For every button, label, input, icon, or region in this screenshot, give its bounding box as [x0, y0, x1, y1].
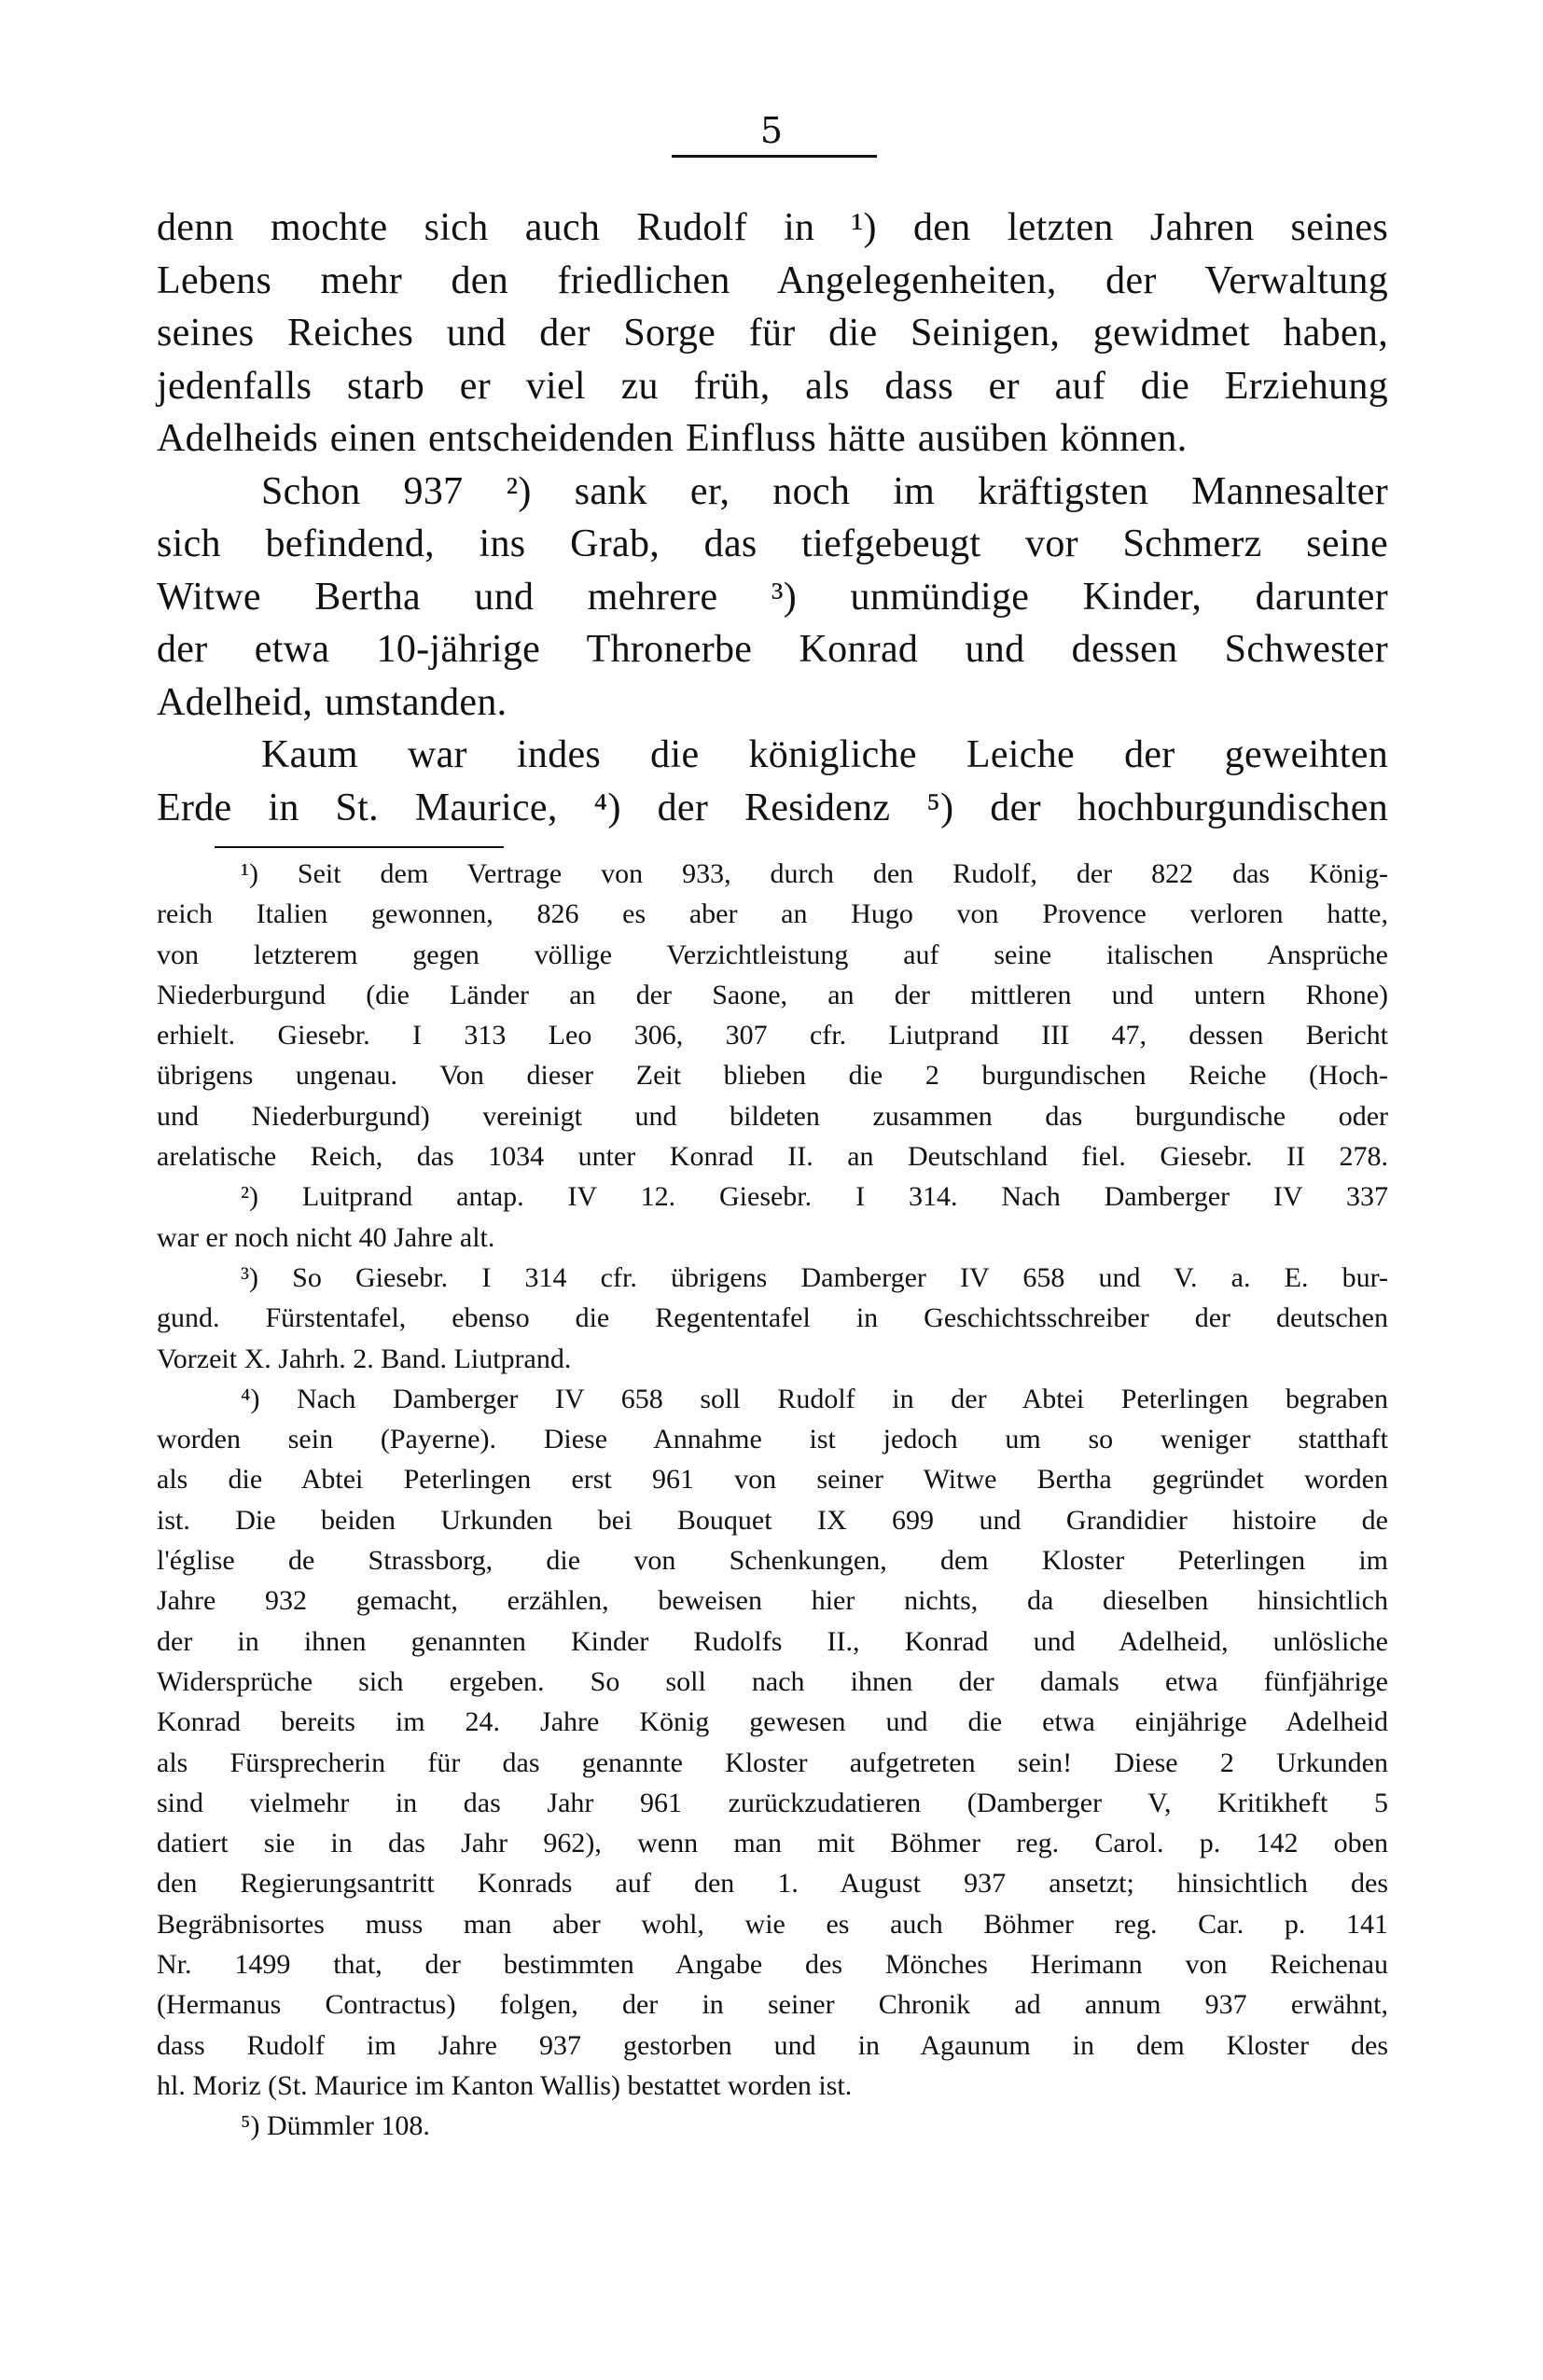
text-line: Adelheids einen entscheidenden Einfluss hätte ausüben können. [157, 417, 1188, 460]
text-line: sich befindend, ins Grab, das tiefgebeugt vor Schmerz seine [157, 522, 1388, 565]
footnote-line: ²) Luitprand antap. IV 12. Giesebr. I 314. Nach Damberger IV 337 [241, 1181, 1388, 1213]
footnote-line: Nr. 1499 that, der bestimmten Angabe des Mönches Herimann von Reichenau [157, 1949, 1388, 1981]
footnote-line: von letzterem gegen völlige Verzichtleistung auf seine italischen Ansprüche [157, 939, 1388, 970]
footnote-line: ⁵) Dümmler 108. [241, 2110, 430, 2142]
footnote-line: ist. Die beiden Urkunden bei Bouquet IX 699 und Grandidier histoire de [157, 1504, 1388, 1536]
footnote-line: gund. Fürstentafel, ebenso die Regententafel in Geschichtsschreiber der deutschen [157, 1302, 1388, 1334]
footnote-line: übrigens ungenau. Von dieser Zeit blieben die 2 burgundischen Reiche (Hoch- [157, 1060, 1388, 1092]
footnote-line: hl. Moriz (St. Maurice im Kanton Wallis) bestattet worden ist. [157, 2069, 853, 2101]
footnotes [157, 854, 1388, 2147]
footnote-line: Widersprüche sich ergeben. So soll nach ihnen der damals etwa fünfjährige [157, 1665, 1388, 1697]
footnote-line: ³) So Giesebr. I 314 cfr. übrigens Damberger IV 658 und V. a. E. bur- [241, 1261, 1388, 1293]
text-line: Adelheid, umstanden. [157, 680, 507, 724]
footnote-line: ¹) Seit dem Vertrage von 933, durch den Rudolf, der 822 das König- [241, 858, 1388, 889]
footnote-line: reich Italien gewonnen, 826 es aber an Hugo von Provence verloren hatte, [157, 898, 1388, 930]
footnote-line: war er noch nicht 40 Jahre alt. [157, 1221, 495, 1253]
footnote-line: als Fürsprecherin für das genannte Kloster aufgetreten sein! Diese 2 Urkunden [157, 1747, 1388, 1778]
text-line: jedenfalls starb er viel zu früh, als dass er auf die Erziehung [157, 364, 1388, 408]
footnote-line: (Hermanus Contractus) folgen, der in seiner Chronik ad annum 937 erwähnt, [157, 1989, 1388, 2021]
footnote-line: arelatische Reich, das 1034 unter Konrad II. an Deutschland fiel. Giesebr. II 278. [157, 1141, 1388, 1173]
text-line: seines Reiches und der Sorge für die Seinigen, gewidmet haben, [157, 312, 1388, 355]
footnote-line: ⁴) Nach Damberger IV 658 soll Rudolf in der Abtei Peterlingen begraben [241, 1383, 1388, 1414]
footnote-line: den Regierungsantritt Konrads auf den 1. August 937 ansetzt; hinsichtlich des [157, 1868, 1388, 1900]
footnote-line: und Niederburgund) vereinigt und bildeten zusammen das burgundische oder [157, 1100, 1388, 1132]
header-rule [672, 155, 877, 158]
footnote-line: erhielt. Giesebr. I 313 Leo 306, 307 cfr. Liutprand III 47, dessen Bericht [157, 1020, 1388, 1051]
main-text [157, 202, 1388, 834]
text-line: der etwa 10-jährige Thronerbe Konrad und dessen Schwester [157, 628, 1388, 671]
text-line: Kaum war indes die königliche Leiche der geweihten [261, 733, 1388, 776]
text-line: denn mochte sich auch Rudolf in ¹) den letzten Jahren seines [157, 206, 1388, 249]
footnote-line: Jahre 932 gemacht, erzählen, beweisen hier nichts, da dieselben hinsichtlich [157, 1585, 1388, 1617]
footnote-rule [215, 846, 504, 848]
footnote-line: als die Abtei Peterlingen erst 961 von seiner Witwe Bertha gegründet worden [157, 1464, 1388, 1496]
footnote-line: Begräbnisortes muss man aber wohl, wie es auch Böhmer reg. Car. p. 141 [157, 1908, 1388, 1940]
footnote-line: Vorzeit X. Jahrh. 2. Band. Liutprand. [157, 1343, 572, 1374]
text-line: Lebens mehr den friedlichen Angelegenheiten, der Verwaltung [157, 258, 1388, 302]
text-line: Witwe Bertha und mehrere ³) unmündige Kinder, darunter [157, 575, 1388, 619]
footnote-line: Konrad bereits im 24. Jahre König gewesen und die etwa einjährige Adelheid [157, 1706, 1388, 1738]
text-line: Schon 937 ²) sank er, noch im kräftigsten Mannesalter [261, 469, 1388, 513]
text-line: Erde in St. Maurice, ⁴) der Residenz ⁵) der hochburgundischen [157, 786, 1388, 829]
footnote-line: der in ihnen genannten Kinder Rudolfs II., Konrad und Adelheid, unlösliche [157, 1625, 1388, 1657]
footnote-line: sind vielmehr in das Jahr 961 zurückzudatieren (Damberger V, Kritikheft 5 [157, 1787, 1388, 1818]
footnote-line: worden sein (Payerne). Diese Annahme ist jedoch um so weniger statthaft [157, 1424, 1388, 1455]
footnote-line: datiert sie in das Jahr 962), wenn man mit Böhmer reg. Carol. p. 142 oben [157, 1828, 1388, 1859]
footnote-line: Niederburgund (die Länder an der Saone, an der mittleren und untern Rhone) [157, 979, 1388, 1010]
footnote-line: l'église de Strassborg, die von Schenkungen, dem Kloster Peterlingen im [157, 1545, 1388, 1577]
footnote-line: dass Rudolf im Jahre 937 gestorben und in Agaunum in dem Kloster des [157, 2029, 1388, 2061]
page-number: 5 [759, 110, 784, 151]
